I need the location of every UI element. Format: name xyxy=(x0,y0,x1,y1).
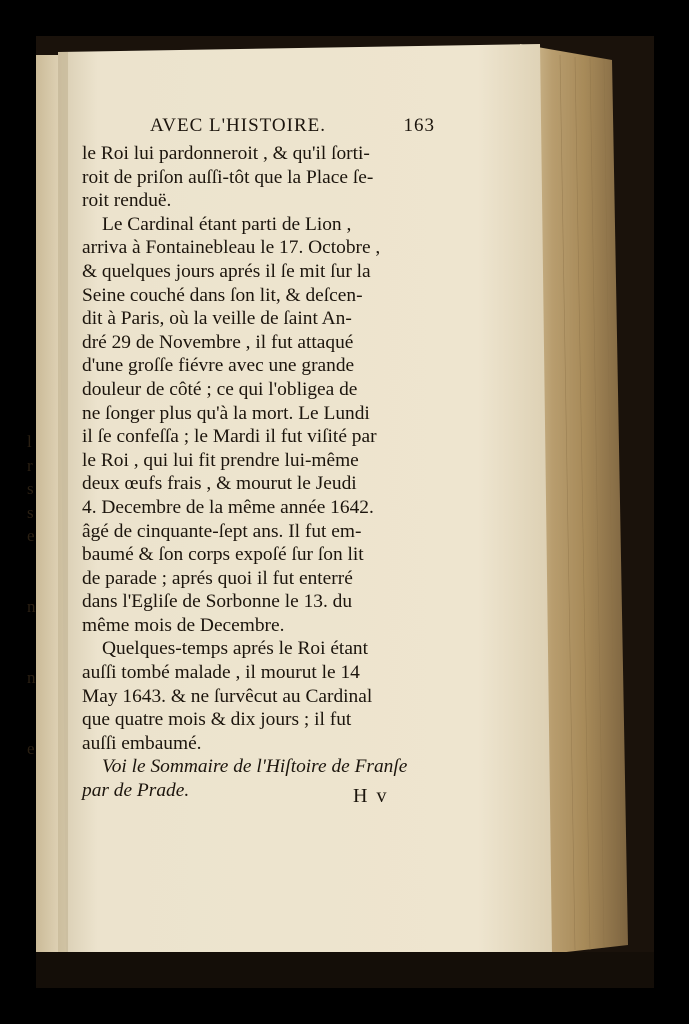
left-page-fragment: l xyxy=(27,432,32,451)
text-line: auſſi tombé malade , il mourut le 14 xyxy=(82,662,360,684)
text-line: Voi le Sommaire de l'Hiſtoire de Franſe xyxy=(102,756,408,778)
text-line: arriva à Fontainebleau le 17. Octobre , xyxy=(82,237,381,259)
text-line: que quatre mois & dix jours ; il fut xyxy=(82,709,352,731)
running-head xyxy=(150,115,435,141)
text-line: de parade ; aprés quoi il fut enterré xyxy=(82,567,353,589)
left-page-fragment xyxy=(27,548,39,572)
text-line: & quelques jours aprés il ſe mit ſur la xyxy=(82,260,371,282)
text-line: baumé & ſon corps expoſé ſur ſon lit xyxy=(82,544,364,566)
text-line: le Roi , qui lui fit prendre lui-même xyxy=(82,449,359,471)
left-page-fragments xyxy=(27,430,39,760)
text-line: Quelques-temps aprés le Roi étant xyxy=(102,638,369,660)
body-text xyxy=(82,142,434,803)
text-line: 4. Decembre de la même année 1642. xyxy=(82,496,374,518)
text-line: Seine couché dans ſon lit, & deſcen- xyxy=(82,284,363,306)
text-line: auſſi embaumé. xyxy=(82,732,202,754)
left-page-fragment: n xyxy=(27,597,36,617)
left-page-fragment xyxy=(27,572,39,596)
text-line: par de Prade. xyxy=(82,780,190,802)
text-line: il ſe confeſſa ; le Mardi il fut viſité par xyxy=(82,426,377,448)
left-page-fragment: s xyxy=(27,502,34,522)
left-page-fragment xyxy=(27,690,39,714)
text-line: âgé de cinquante-ſept ans. Il fut em- xyxy=(82,520,362,542)
left-page-fragment xyxy=(27,619,39,643)
text-line: roit renduë. xyxy=(82,190,172,212)
text-line: dans l'Egliſe de Sorbonne le 13. du xyxy=(82,591,353,613)
text-line: d'une groſſe fiévre avec une grande xyxy=(82,355,355,377)
text-line: le Roi lui pardonneroit , & qu'il ſorti- xyxy=(82,143,370,164)
left-page-fragment: e xyxy=(27,526,35,546)
left-page-fragment: s xyxy=(27,479,34,499)
text-line: May 1643. & ne ſurvêcut au Cardinal xyxy=(82,685,373,707)
signature-mark: H v xyxy=(353,785,389,807)
text-line: roit de priſon auſſi-tôt que la Place ſe- xyxy=(82,166,374,188)
text-line: ne ſonger plus qu'à la mort. Le Lundi xyxy=(82,402,370,424)
left-page-fragment: n xyxy=(27,667,36,687)
left-page-fragment xyxy=(27,713,39,737)
left-page-fragment xyxy=(27,642,39,666)
text-line: dit à Paris, où la veille de ſaint An- xyxy=(82,308,352,330)
page-number: 163 xyxy=(403,115,435,136)
text-line: Le Cardinal étant parti de Lion , xyxy=(102,213,352,235)
text-line: deux œufs frais , & mourut le Jeudi xyxy=(82,473,357,495)
running-title: AVEC L'HISTOIRE. xyxy=(150,115,327,136)
text-line: douleur de côté ; ce qui l'obligea de xyxy=(82,378,358,400)
left-page-fragment: r xyxy=(27,455,33,475)
left-page-fragment: e xyxy=(27,738,35,758)
text-line: même mois de Decembre. xyxy=(82,614,285,636)
text-line: dré 29 de Novembre , il fut attaqué xyxy=(82,331,354,353)
